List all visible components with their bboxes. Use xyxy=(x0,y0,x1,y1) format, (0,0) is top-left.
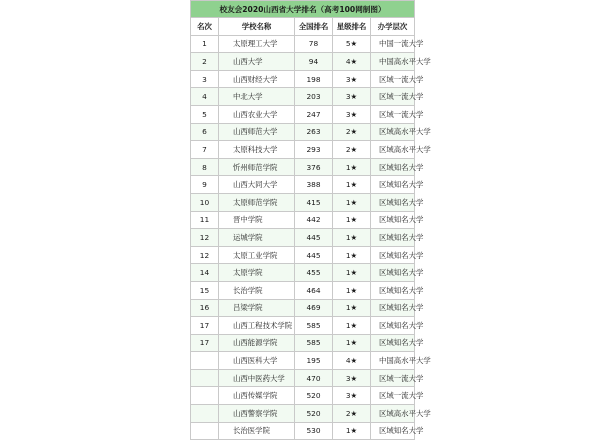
cell-national-rank: 520 xyxy=(295,405,333,423)
table-row xyxy=(191,422,415,440)
table-title: 校友会2020山西省大学排名（高考100网制图） xyxy=(191,1,415,18)
cell-school-name: 山西大同大学 xyxy=(219,176,295,194)
table-row xyxy=(191,158,415,176)
cell-star-rank: 1★ xyxy=(333,317,371,335)
header-rank: 名次 xyxy=(191,18,219,36)
cell-school-name: 太原学院 xyxy=(219,264,295,282)
cell-rank: 9 xyxy=(191,176,219,194)
cell-star-rank: 3★ xyxy=(333,88,371,106)
cell-rank: 11 xyxy=(191,211,219,229)
cell-school-name: 山西警察学院 xyxy=(219,405,295,423)
cell-level: 区域知名大学 xyxy=(371,264,415,282)
cell-national-rank: 78 xyxy=(295,35,333,53)
cell-rank: 15 xyxy=(191,281,219,299)
cell-national-rank: 442 xyxy=(295,211,333,229)
cell-rank: 8 xyxy=(191,158,219,176)
table-row xyxy=(191,352,415,370)
cell-national-rank: 263 xyxy=(295,123,333,141)
cell-national-rank: 293 xyxy=(295,141,333,159)
cell-rank xyxy=(191,422,219,440)
cell-star-rank: 1★ xyxy=(333,158,371,176)
cell-national-rank: 388 xyxy=(295,176,333,194)
cell-school-name: 山西医科大学 xyxy=(219,352,295,370)
cell-school-name: 山西农业大学 xyxy=(219,105,295,123)
cell-star-rank: 2★ xyxy=(333,141,371,159)
table-row xyxy=(191,264,415,282)
cell-level: 区域知名大学 xyxy=(371,422,415,440)
cell-star-rank: 1★ xyxy=(333,264,371,282)
cell-national-rank: 415 xyxy=(295,193,333,211)
cell-level: 区域一流大学 xyxy=(371,88,415,106)
table-row xyxy=(191,105,415,123)
cell-level: 区域一流大学 xyxy=(371,369,415,387)
cell-rank: 4 xyxy=(191,88,219,106)
cell-school-name: 中北大学 xyxy=(219,88,295,106)
cell-star-rank: 1★ xyxy=(333,299,371,317)
cell-level: 中国一流大学 xyxy=(371,35,415,53)
cell-school-name: 太原科技大学 xyxy=(219,141,295,159)
cell-rank: 2 xyxy=(191,53,219,71)
cell-rank: 12 xyxy=(191,246,219,264)
table-row xyxy=(191,387,415,405)
cell-level: 区域知名大学 xyxy=(371,211,415,229)
cell-national-rank: 470 xyxy=(295,369,333,387)
cell-school-name: 长治学院 xyxy=(219,281,295,299)
table-row xyxy=(191,211,415,229)
column-header-row xyxy=(191,18,415,36)
cell-national-rank: 445 xyxy=(295,229,333,247)
cell-level: 中国高水平大学 xyxy=(371,53,415,71)
cell-school-name: 吕梁学院 xyxy=(219,299,295,317)
cell-school-name: 山西中医药大学 xyxy=(219,369,295,387)
cell-star-rank: 1★ xyxy=(333,211,371,229)
cell-school-name: 山西工程技术学院 xyxy=(219,317,295,335)
cell-level: 区域一流大学 xyxy=(371,387,415,405)
table-row xyxy=(191,70,415,88)
cell-rank: 12 xyxy=(191,229,219,247)
cell-school-name: 忻州师范学院 xyxy=(219,158,295,176)
cell-rank: 14 xyxy=(191,264,219,282)
cell-star-rank: 3★ xyxy=(333,105,371,123)
cell-level: 区域知名大学 xyxy=(371,281,415,299)
cell-level: 区域高水平大学 xyxy=(371,141,415,159)
cell-national-rank: 469 xyxy=(295,299,333,317)
cell-star-rank: 1★ xyxy=(333,334,371,352)
table-title-row xyxy=(191,1,415,18)
cell-level: 中国高水平大学 xyxy=(371,352,415,370)
cell-rank xyxy=(191,352,219,370)
table-row xyxy=(191,88,415,106)
cell-level: 区域一流大学 xyxy=(371,105,415,123)
cell-star-rank: 1★ xyxy=(333,281,371,299)
header-school-name: 学校名称 xyxy=(219,18,295,36)
cell-school-name: 山西大学 xyxy=(219,53,295,71)
cell-school-name: 山西能源学院 xyxy=(219,334,295,352)
cell-level: 区域知名大学 xyxy=(371,299,415,317)
cell-national-rank: 520 xyxy=(295,387,333,405)
cell-school-name: 太原工业学院 xyxy=(219,246,295,264)
table-row xyxy=(191,123,415,141)
cell-national-rank: 455 xyxy=(295,264,333,282)
cell-school-name: 山西传媒学院 xyxy=(219,387,295,405)
cell-level: 区域知名大学 xyxy=(371,317,415,335)
cell-star-rank: 1★ xyxy=(333,246,371,264)
cell-rank xyxy=(191,369,219,387)
cell-star-rank: 2★ xyxy=(333,123,371,141)
cell-level: 区域知名大学 xyxy=(371,246,415,264)
cell-level: 区域知名大学 xyxy=(371,158,415,176)
table-row xyxy=(191,176,415,194)
cell-star-rank: 3★ xyxy=(333,369,371,387)
table-row xyxy=(191,193,415,211)
cell-school-name: 晋中学院 xyxy=(219,211,295,229)
cell-rank: 16 xyxy=(191,299,219,317)
cell-level: 区域知名大学 xyxy=(371,193,415,211)
cell-rank: 7 xyxy=(191,141,219,159)
cell-level: 区域知名大学 xyxy=(371,176,415,194)
cell-school-name: 太原师范学院 xyxy=(219,193,295,211)
header-national-rank: 全国排名 xyxy=(295,18,333,36)
cell-level: 区域一流大学 xyxy=(371,70,415,88)
header-star-rank: 星级排名 xyxy=(333,18,371,36)
cell-national-rank: 445 xyxy=(295,246,333,264)
cell-rank: 3 xyxy=(191,70,219,88)
cell-national-rank: 195 xyxy=(295,352,333,370)
cell-national-rank: 530 xyxy=(295,422,333,440)
header-level: 办学层次 xyxy=(371,18,415,36)
cell-national-rank: 585 xyxy=(295,317,333,335)
cell-star-rank: 4★ xyxy=(333,53,371,71)
table-body xyxy=(191,35,431,440)
table-row xyxy=(191,229,415,247)
cell-school-name: 山西师范大学 xyxy=(219,123,295,141)
table-row xyxy=(191,141,415,159)
cell-star-rank: 4★ xyxy=(333,352,371,370)
cell-rank xyxy=(191,387,219,405)
table-row xyxy=(191,281,415,299)
cell-rank: 10 xyxy=(191,193,219,211)
cell-rank: 5 xyxy=(191,105,219,123)
cell-school-name: 太原理工大学 xyxy=(219,35,295,53)
table-row xyxy=(191,405,415,423)
cell-school-name: 山西财经大学 xyxy=(219,70,295,88)
table-row xyxy=(191,334,415,352)
cell-level: 区域高水平大学 xyxy=(371,405,415,423)
cell-star-rank: 5★ xyxy=(333,35,371,53)
table-row xyxy=(191,35,415,53)
ranking-table-frame xyxy=(190,0,431,436)
cell-star-rank: 1★ xyxy=(333,229,371,247)
cell-star-rank: 1★ xyxy=(333,176,371,194)
cell-national-rank: 198 xyxy=(295,70,333,88)
cell-rank: 1 xyxy=(191,35,219,53)
cell-rank: 6 xyxy=(191,123,219,141)
cell-national-rank: 376 xyxy=(295,158,333,176)
cell-school-name: 运城学院 xyxy=(219,229,295,247)
cell-national-rank: 94 xyxy=(295,53,333,71)
cell-national-rank: 247 xyxy=(295,105,333,123)
cell-rank: 17 xyxy=(191,334,219,352)
table-row xyxy=(191,299,415,317)
table-row xyxy=(191,53,415,71)
table-row xyxy=(191,317,415,335)
cell-star-rank: 3★ xyxy=(333,70,371,88)
table-row xyxy=(191,369,415,387)
cell-star-rank: 3★ xyxy=(333,387,371,405)
cell-national-rank: 203 xyxy=(295,88,333,106)
cell-level: 区域知名大学 xyxy=(371,334,415,352)
cell-national-rank: 585 xyxy=(295,334,333,352)
cell-level: 区域知名大学 xyxy=(371,229,415,247)
cell-level: 区域高水平大学 xyxy=(371,123,415,141)
cell-school-name: 长治医学院 xyxy=(219,422,295,440)
cell-star-rank: 1★ xyxy=(333,193,371,211)
cell-star-rank: 2★ xyxy=(333,405,371,423)
cell-rank: 17 xyxy=(191,317,219,335)
cell-star-rank: 1★ xyxy=(333,422,371,440)
cell-national-rank: 464 xyxy=(295,281,333,299)
cell-rank xyxy=(191,405,219,423)
ranking-table xyxy=(190,0,431,440)
table-row xyxy=(191,246,415,264)
